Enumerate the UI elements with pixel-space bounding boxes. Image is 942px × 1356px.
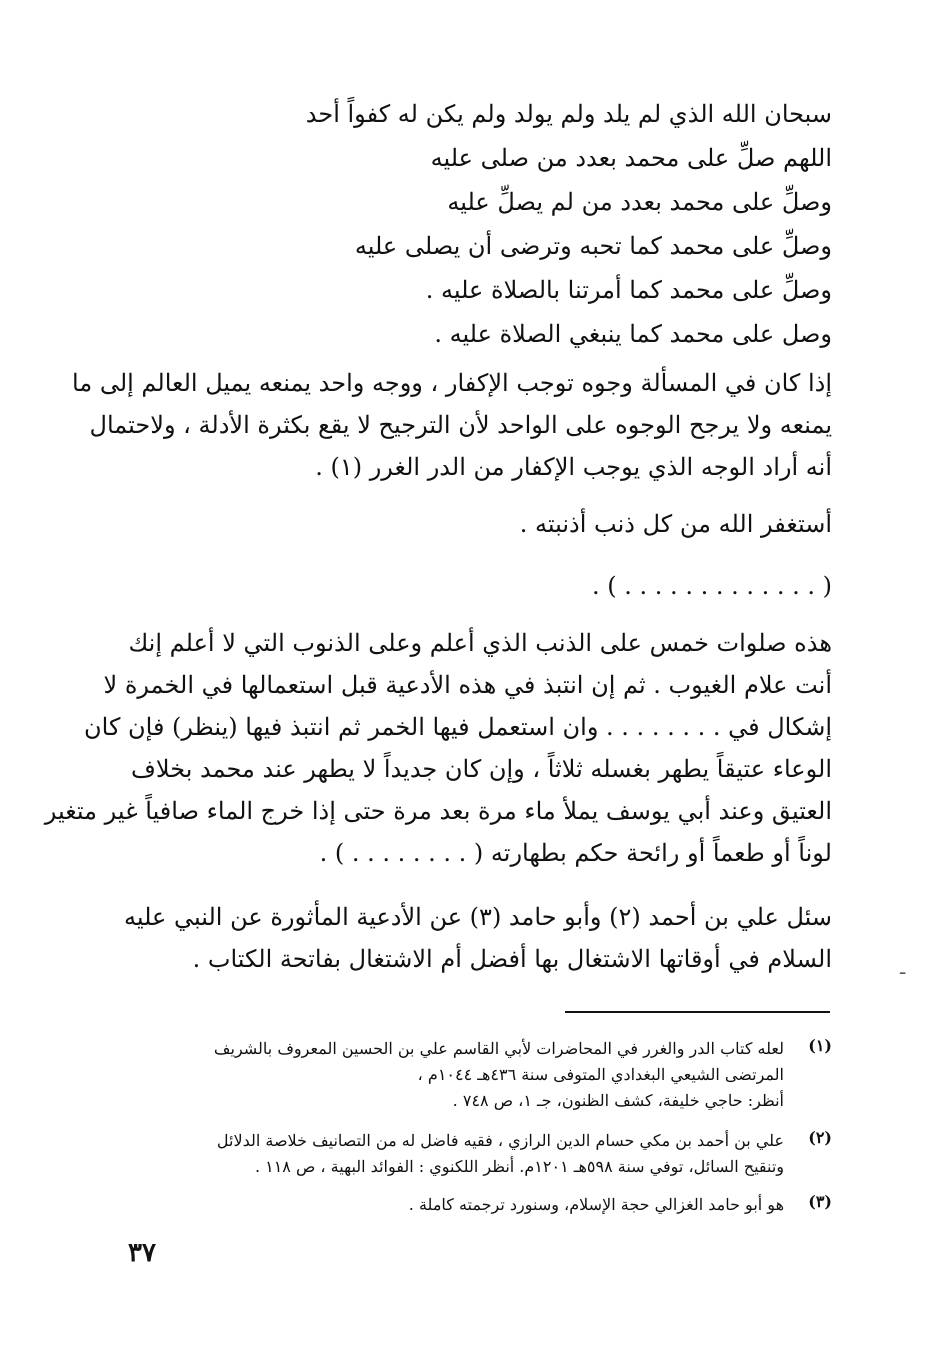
text-line: هذه صلوات خمس على الذنب الذي أعلم وعلى الذنوب التي لا أعلم إنك xyxy=(128,629,832,657)
verse-line: اللهم صلِّ على محمد بعدد من صلى عليه xyxy=(430,144,832,172)
verse-line: وصلِّ على محمد بعدد من لم يصلِّ عليه xyxy=(447,188,832,216)
text-line: إشكال في . . . . . . . . وان استعمل فيها الخمر ثم انتبذ فيها (ينظر) فإن كان xyxy=(84,713,832,741)
paragraph-question xyxy=(124,896,832,980)
text-line: العتيق وعند أبي يوسف يملأ ماء مرة بعد مرة حتى إذا خرج الماء صافياً غير متغير xyxy=(44,797,832,825)
paragraph-ikfar xyxy=(72,362,832,488)
footnote-number: (١) xyxy=(808,1036,832,1055)
text-line: لوناً أو طعماً أو رائحة حكم بطهارته ( . . . . . . . . ) . xyxy=(319,839,832,867)
verse-line: سبحان الله الذي لم يلد ولم يولد ولم يكن له كفواً أحد xyxy=(305,100,832,128)
text-line: يمنعه ولا يرجح الوجوه على الواحد لأن الترجيح لا يقع بكثرة الأدلة ، ولاحتمال xyxy=(89,411,832,439)
footnote-3 xyxy=(132,1192,832,1218)
paragraph-istighfar xyxy=(132,503,832,545)
text-line: السلام في أوقاتها الاشتغال بها أفضل أم الاشتغال بفاتحة الكتاب . xyxy=(192,945,832,973)
text-line: إذا كان في المسألة وجوه توجب الإكفار ، ووجه واحد يمنعه يميل العالم إلى ما xyxy=(72,369,832,397)
text-line: ( . . . . . . . . . . . . . ) . xyxy=(592,572,832,600)
page-number: ٣٧ xyxy=(128,1238,156,1268)
footnote-number: (٢) xyxy=(808,1128,832,1147)
verse-line: وصلِّ على محمد كما تحبه وترضى أن يصلى عليه xyxy=(354,232,832,260)
footnote-line: أنظر: حاجي خليفة، كشف الظنون، جـ ١، ص ٧٤٨ . xyxy=(452,1091,784,1110)
footnote-line: وتنقيح السائل، توفي سنة ٥٩٨هـ ١٢٠١م. أنظر اللكنوي : الفوائد البهية ، ص ١١٨ . xyxy=(254,1157,784,1176)
footnote-line: علي بن أحمد بن مكي حسام الدين الرازي ، فقيه فاضل له من التصانيف خلاصة الدلائل xyxy=(216,1131,784,1150)
margin-mark: ـ xyxy=(900,958,906,979)
footnote-2 xyxy=(132,1128,832,1180)
text-line: أنه أراد الوجه الذي يوجب الإكفار من الدر الغرر (١) . xyxy=(315,453,832,481)
text-line: أنت علام الغيوب . ثم إن انتبذ في هذه الأدعية قبل استعمالها في الخمرة لا xyxy=(103,671,832,699)
footnote-line: هو أبو حامد الغزالي حجة الإسلام، وسنورد ترجمته كاملة . xyxy=(408,1195,784,1214)
verse-line: وصلِّ على محمد كما أمرتنا بالصلاة عليه . xyxy=(425,276,832,304)
paragraph-salawat xyxy=(44,622,832,874)
footnote-line: لعله كتاب الدر والغرر في المحاضرات لأبي القاسم علي بن الحسين المعروف بالشريف xyxy=(213,1039,784,1058)
text-line: سئل علي بن أحمد (٢) وأبو حامد (٣) عن الأدعية المأثورة عن النبي عليه xyxy=(124,903,832,931)
verse-line: وصل على محمد كما ينبغي الصلاة عليه . xyxy=(434,320,832,348)
footnote-number: (٣) xyxy=(808,1192,832,1211)
paragraph-ellipsis xyxy=(132,565,832,607)
footnote-1 xyxy=(132,1036,832,1114)
footnote-line: المرتضى الشيعي البغدادي المتوفى سنة ٤٣٦هـ ١٠٤٤م ، xyxy=(417,1065,784,1084)
footnote-divider xyxy=(565,1011,830,1013)
text-line: الوعاء عتيقاً يطهر بغسله ثلاثاً ، وإن كان جديداً لا يطهر عند محمد بخلاف xyxy=(131,755,832,783)
supplication-verses xyxy=(272,92,832,356)
text-line: أستغفر الله من كل ذنب أذنبته . xyxy=(519,510,832,538)
